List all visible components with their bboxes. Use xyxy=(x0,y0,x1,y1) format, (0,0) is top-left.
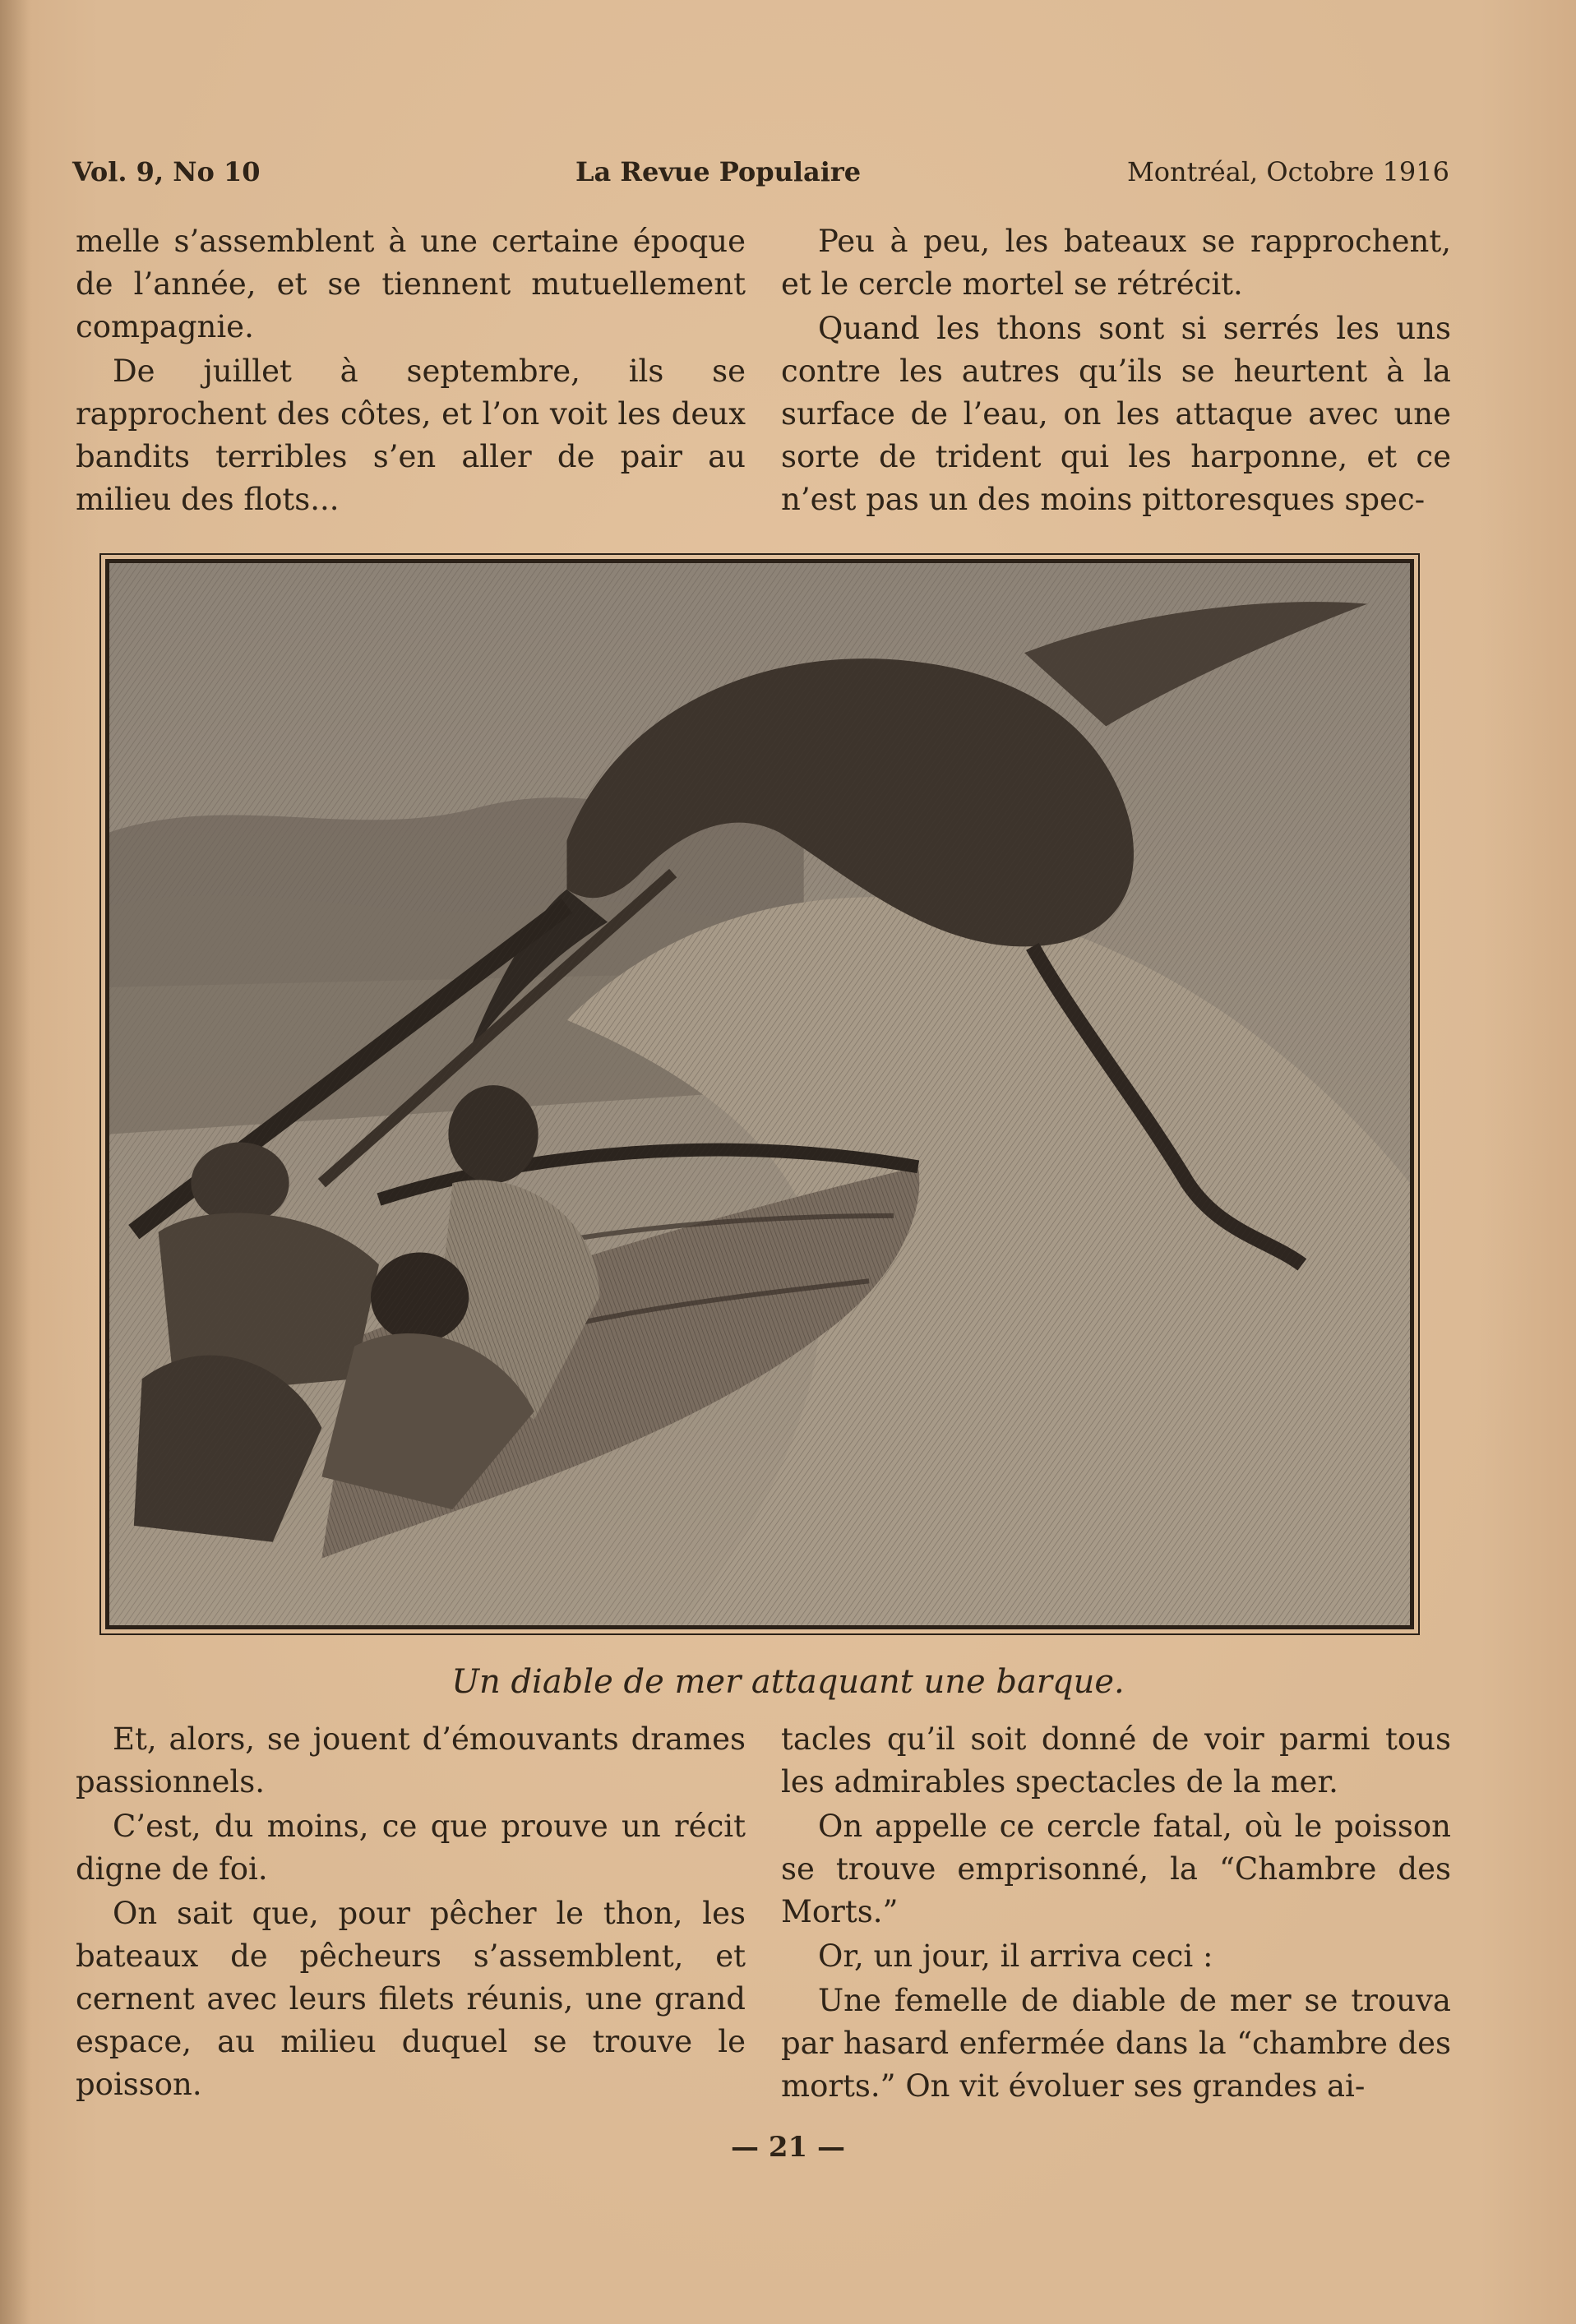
paragraph: Et, alors, se jouent d’émouvants drames passionnels. xyxy=(76,1721,746,1800)
column-top-left xyxy=(76,220,746,523)
paragraph: De juillet à septembre, ils se rapprochent des côtes, et l’on voit les deux bandits terribles s’en aller de pair au milieu des flots... xyxy=(76,353,746,517)
paragraph: C’est, du moins, ce que prouve un récit digne de foi. xyxy=(76,1809,746,1887)
page-gutter-shadow xyxy=(0,0,30,2324)
column-top-right xyxy=(781,220,1451,523)
running-header xyxy=(72,156,1449,189)
column-bottom-right xyxy=(781,1718,1451,2109)
paragraph: Or, un jour, il arriva ceci : xyxy=(818,1938,1213,1974)
paragraph: On sait que, pour pêcher le thon, les bateaux de pêcheurs s’assemblent, et cernent avec leurs filets réunis, une grand espace, au milieu duquel se trouve le poisson. xyxy=(76,1896,746,2102)
illustration-caption: Un diable de mer attaquant une barque. xyxy=(451,1663,1125,1701)
issue-date: Montréal, Octobre 1916 xyxy=(1127,156,1449,187)
paragraph: On appelle ce cercle fatal, où le poisson se trouve emprisonné, la “Chambre des Morts.” xyxy=(781,1809,1451,1929)
paragraph: Quand les thons sont si serrés les uns contre les autres qu’ils se heurtent à la surface de l’eau, on les attaque avec une sorte de trident qui les harponne, et ce n’est pas un des moins pittoresques spec- xyxy=(781,311,1451,517)
paragraph: melle s’assemblent à une certaine époque de l’année, et se tiennent mutuellement compagnie. xyxy=(76,224,746,344)
paragraph: Peu à peu, les bateaux se rapprochent, et le cercle mortel se rétrécit. xyxy=(781,224,1451,302)
issue-volume: Vol. 9, No 10 xyxy=(72,156,261,187)
column-bottom-left xyxy=(76,1718,746,2108)
publication-title: La Revue Populaire xyxy=(575,156,862,187)
paragraph: Une femelle de diable de mer se trouva par hasard enfermée dans la “chambre des morts.” On vit évoluer ses grandes ai- xyxy=(781,1983,1451,2104)
paragraph: tacles qu’il soit donné de voir parmi tous les admirables spectacles de la mer. xyxy=(781,1721,1451,1800)
page-number: — 21 — xyxy=(731,2131,845,2164)
engraving-image xyxy=(109,563,1410,1625)
illustration-devil-ray-attacking-boat xyxy=(105,559,1414,1629)
